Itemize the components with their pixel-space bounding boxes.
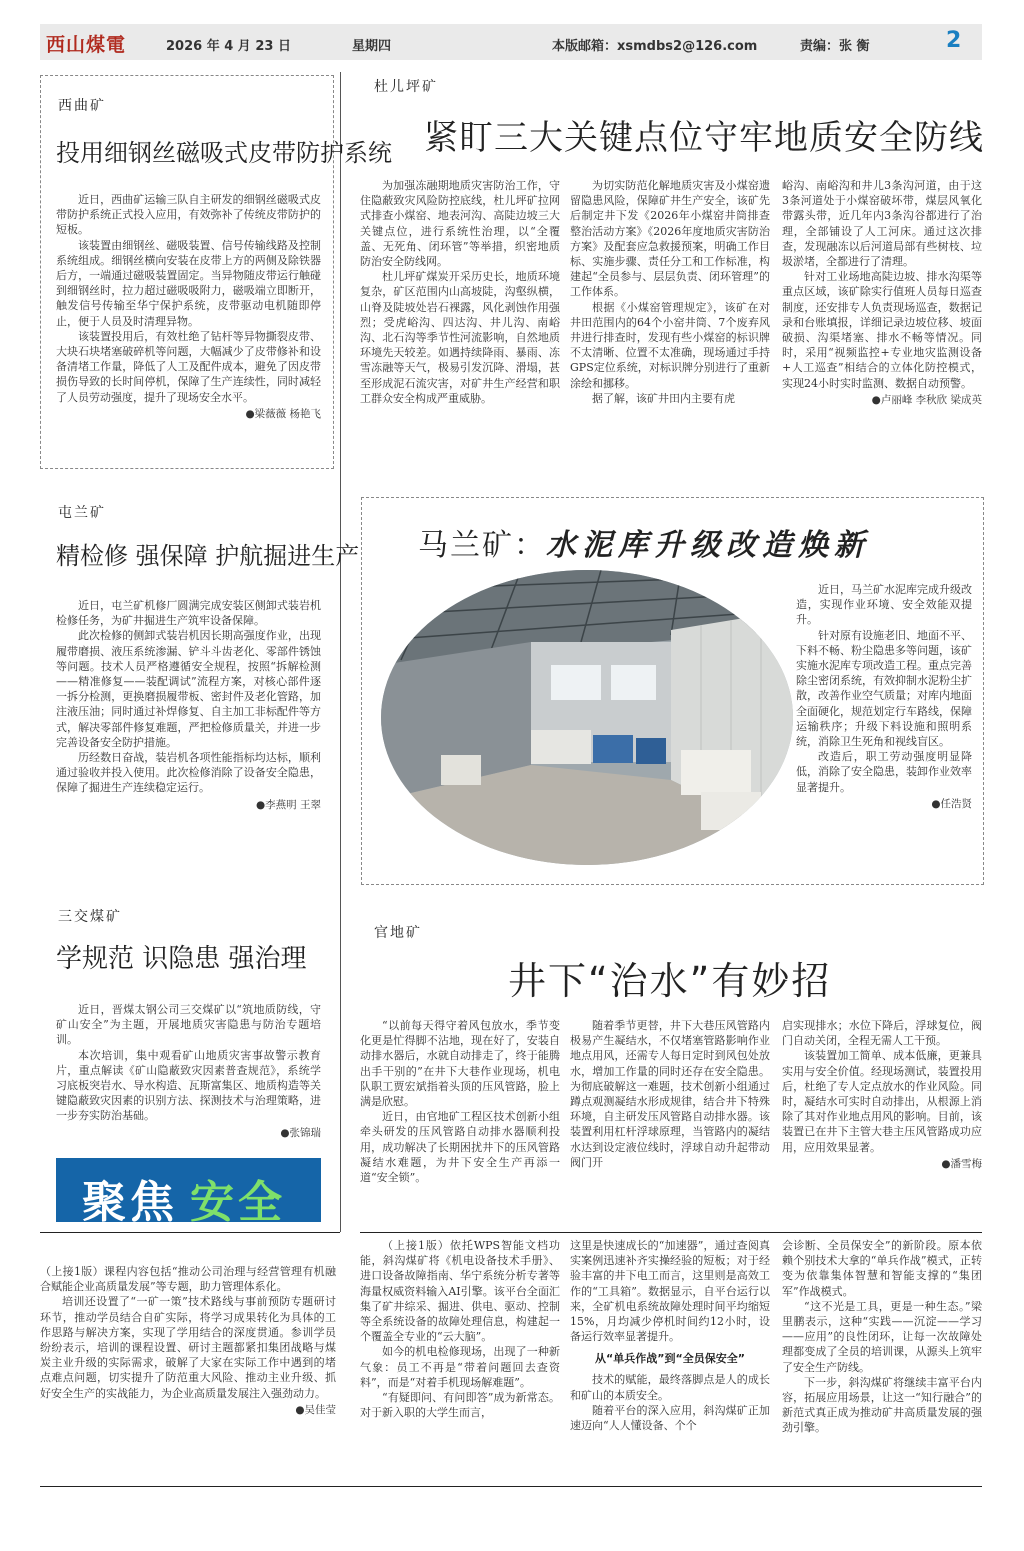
dueping-column-3 [782,178,982,407]
malan-paragraph: 近日，马兰矿水泥库完成升级改造，实现作业环境、安全效能双提升。 [796,583,972,627]
guandi-headline: 井下“治水”有妙招 [508,959,832,1003]
dueping-paragraph: 根据《小煤窑管理规定》，该矿在对井田范围内的64个小窑井筒、7个废弃风井进行排查时，发现有些小煤窑的标识牌不太清晰、位置不太准确，现场通过手持GPS定位系统，对标识牌分别进行了重新涂绘和挪移。 [570,300,770,390]
continued-right-column-2 [570,1238,770,1433]
malan-headline [418,520,870,564]
continued-right-paragraph: 这里是快速成长的“加速器”，通过查阅真实案例迅速补齐实操经验的短板；对于经验丰富的井下电工而言，这里则是高效工作的“工具箱”。数据显示，自平台运行以来，全矿机电系统故障处理时间平均缩短15%，月均减少停机时间约12小时，设备运行效率显著提升。 [570,1239,770,1344]
newspaper-logo: 西山煤電 [46,34,127,56]
weekday: 星期四 [352,39,392,54]
sanjiao-mine-label: 三交煤矿 [58,909,122,925]
dueping-headline: 紧盯三大关键点位守牢地质安全防线 [424,118,984,158]
malan-byline: ●任浩贤 [931,797,972,810]
warehouse-illustration [381,570,793,865]
footer-rule [40,1486,982,1487]
page-number: 2 [946,28,962,53]
guandi-paragraph: “以前每天得守着风包放水，季节变化更是忙得脚不沾地，现在好了，安装自动排水器后，水就自动排走了，终于能腾出手干别的”在井下大巷作业现场，机电队职工贾宏斌指着头顶的压风管路，脸上满是欣慰。 [360,1019,560,1109]
xiqu-paragraph: 该装置由细钢丝、磁吸装置、信号传输线路及控制系统组成。细钢丝横向安装在皮带上方的两侧及除铁器后方，一端通过磁吸装置固定。当异物随皮带运行触碰到细钢丝时，拉力超过磁吸吸附力，磁吸端立即断开，触发信号传输至华宁保护系统，皮带驱动电机随即停止，便于人员及时清理异物。 [56,238,321,328]
guandi-column-2 [570,1018,770,1170]
column-divider [340,72,341,1232]
xiqu-paragraph: 该装置投用后，有效杜绝了钻杆等异物撕裂皮带、大块石块堵塞破碎机等问题，大幅减少了皮带修补和设备清堵工作量，降低了人工及配件成本，避免了因皮带损伤导致的长时间停机，保障了生产连续性，同时减轻了人员劳动强度，提升了现场安全水平。 [56,329,321,404]
warehouse-photo [381,570,793,865]
dueping-paragraph: 杜儿坪矿煤炭开采历史长，地质环境复杂，矿区范围内山高坡陡，沟壑纵横，山脊及陡坡处岩石裸露，风化剥蚀作用强烈；受虎峪沟、四达沟、井儿沟、南峪沟、北石沟等季节性河流影响，自然地质环境先天较差。如遇持续降雨、暴雨、冻雪冻融等天气，极易引发沉降、滑塌，甚至形成泥石流灾害，对矿井生产经营和职工群众安全构成严重威胁。 [360,270,560,405]
dueping-column-2 [570,178,770,406]
page-editor: 责编：张 衡 [800,39,870,54]
sanjiao-paragraph: 近日，晋煤太钢公司三交煤矿以“筑地质防线，守矿山安全”为主题，开展地质灾害隐患与防治专题培训。 [56,1003,321,1047]
continued-left-paragraph: 培训还设置了“一矿一策”技术路线与事前预防专题研讨环节，推动学员结合自矿实际，将学习成果转化为具体的工作思路与解决方案，实现了学用结合的深度贯通。参训学员纷纷表示，培训的课程设置、研讨主题都紧扣集团战略与煤炭主业升级的实际需求，破解了大家在实际工作中遇到的堵点难点问题，切实提升了防范重大风险、推动主业升级、抓好安全生产的实战能力，为企业高质量发展注入强劲动力。 [40,1295,336,1400]
continued-left-body [40,1264,336,1417]
sanjiao-byline: ●张锦瑞 [280,1126,321,1139]
guandi-column-3 [782,1018,982,1171]
page-email: 本版邮箱：xsmdbs2@126.com [552,39,758,54]
guandi-byline: ●潘雪梅 [941,1157,982,1170]
continued-right-paragraph: “这不光是工具，更是一种生态。”梁里鹏表示，这种“实践——沉淀——学习——应用”的良性闭环，让每一次故障处理都变成了全员的培训课，从源头上筑牢了安全生产防线。 [782,1299,982,1374]
focus-safety-banner [56,1158,321,1228]
guandi-paragraph: 随着季节更替，井下大巷压风管路内极易产生凝结水，不仅堵塞管路影响作业地点用风，还需专人每日定时到风包处放水，增加工作量的同时还存在安全隐患。为彻底破解这一难题，技术创新小组通过蹲点观测凝结水形成规律，结合井下特殊环境，自主研发压风管路自动排水器。该装置利用杠杆浮球原理，当管路内的凝结水达到设定液位线时，浮球自动升起带动阀门开 [570,1019,770,1169]
banner-text-part1: 聚焦 [82,1177,178,1228]
continued-left-paragraph: （上接1版）课程内容包括“推动公司治理与经营管理有机融合赋能企业高质量发展”等专题，助力管理体系化。 [40,1265,336,1294]
guandi-paragraph: 启实现排水；水位下降后，浮球复位，阀门自动关闭，全程无需人工干预。 [782,1019,982,1048]
tunlan-headline: 精检修 强保障 护航掘进生产 [56,542,360,570]
dueping-paragraph: 为切实防范化解地质灾害及小煤窑遗留隐患风险，保障矿井生产安全，该矿先后制定井下发《2026年小煤窑井筒排查整治活动方案》《2026年度地质灾害防治方案》及配套应急救援预案，明确工作目标、实施步骤、责任分工和工作标准，构建起“全员参与、层层负责、闭环管理”的工作体系。 [570,179,770,299]
sanjiao-headline: 学规范 识隐患 强治理 [56,944,307,974]
guandi-column-1 [360,1018,560,1185]
malan-body [796,582,972,811]
issue-date: 2026 年 4 月 23 日 [166,39,291,54]
continued-right-subhead: 从“单兵作战”到“全员保安全” [595,1352,745,1366]
xiqu-body [56,192,321,421]
tunlan-mine-label: 屯兰矿 [58,505,106,521]
continued-right-paragraph: 下一步，斜沟煤矿将继续丰富平台内容，拓展应用场景，让这一“知行融合”的新范式真正成为推动矿井高质量发展的强劲引擎。 [782,1375,982,1435]
continued-right-paragraph: 技术的赋能，最终落脚点是人的成长和矿山的本质安全。 [570,1373,770,1402]
dueping-mine-label: 杜儿坪矿 [374,79,438,95]
continued-right-paragraph: 会诊断、全员保安全”的新阶段。原本依赖个别技术大拿的“单兵作战”模式，正转变为依靠集体智慧和智能支撑的“集团军”作战模式。 [782,1239,982,1298]
xiqu-mine-label: 西曲矿 [58,98,106,114]
continued-left-byline: ●吴佳莹 [295,1403,336,1416]
guandi-paragraph: 该装置加工简单、成本低廉，更兼具实用与安全价值。经现场测试，装置投用后，杜绝了专人定点放水的作业风险。同时，凝结水可实时自动排出，从根源上消除了其对作业地点用风的影响。目前，该装置已在井下主管大巷主压风管路成功应用，应用效果显著。 [782,1049,982,1154]
section-divider [360,1232,982,1233]
section-divider [40,1232,340,1233]
malan-headline-prefix: 马兰矿： [418,528,546,563]
xiqu-byline: ●梁薇薇 杨艳飞 [245,407,321,420]
continued-right-paragraph: 随着平台的深入应用，斜沟煤矿正加速迈向“人人懂设备、个个 [570,1403,770,1433]
sanjiao-paragraph: 本次培训，集中观看矿山地质灾害事故警示教育片，重点解读《矿山隐蔽致灾因素普查规范》，系统学习底板突岩水、导水构造、瓦斯富集区、地质构造等关键隐蔽致灾因素的识别方法、探测技术与治理策略，进一步夯实防治基础。 [56,1048,321,1123]
guandi-paragraph: 近日，由官地矿工程区技术创新小组牵头研发的压风管路自动排水器顺利投用，成功解决了长期困扰井下的压风管路凝结水难题，为井下安全生产再添一道“安全锁”。 [360,1110,560,1185]
tunlan-paragraph: 此次检修的侧卸式装岩机因长期高强度作业，出现履带磨损、液压系统渗漏、铲斗斗齿老化、零部件锈蚀等问题。技术人员严格遵循安全规程，按照“拆解检测——精准修复——装配调试”流程方案，对核心部件逐一拆分检测，更换磨损履带板、密封件及老化管路，加注液压油；同时通过补焊修复、自主加工非标配件等方式，解决零部件修复难题，严把检修质量关，并进一步完善设备安全防护措施。 [56,629,321,749]
continued-right-column-3 [782,1238,982,1436]
continued-right-column-1 [360,1238,560,1420]
dueping-paragraph: 针对工业场地高陡边坡、排水沟渠等重点区域，该矿除实行值班人员每日巡查制度，还安排专人负责现场巡查，数据记录和台账填报，详细记录边坡位移、坡面破损、沟渠堵塞、排水不畅等情况。同时，采用“视频监控+专业地灾监测设备+人工巡查”相结合的立体化防控模式，实现24小时实时监测、数据自动预警。 [782,270,982,390]
xiqu-paragraph: 近日，西曲矿运输三队自主研发的细钢丝磁吸式皮带防护系统正式投入应用，有效弥补了传统皮带防护的短板。 [56,193,321,237]
malan-paragraph: 针对原有设施老旧、地面不平、下料不畅、粉尘隐患多等问题，该矿实施水泥库专项改造工程。重点完善除尘密闭系统，有效抑制水泥粉尘扩散，改善作业空气质量；对库内地面全面硬化，规范划定行车路线，保障运输秩序；升级下料设施和照明系统，消除卫生死角和视线盲区。 [796,628,972,749]
continued-right-paragraph: （上接1版）依托WPS智能文档功能，斜沟煤矿将《机电设备技术手册》、进口设备故障指南、华宁系统分析专著等海量权威资料输入AI引擎。该平台全面汇集了矿井综采、掘进、供电、驱动、控制等全系统设备的故障处理信息，构建起一个覆盖全专业的“云大脑”。 [360,1239,560,1344]
dueping-column-1 [360,178,560,406]
guandi-mine-label: 官地矿 [374,925,422,941]
malan-headline-main: 水泥库升级改造焕新 [546,528,870,563]
tunlan-body [56,598,321,812]
xiqu-headline: 投用细钢丝磁吸式皮带防护系统 [56,139,392,167]
malan-paragraph: 改造后，职工劳动强度明显降低，消除了安全隐患，装卸作业效率显著提升。 [796,750,972,794]
sanjiao-body [56,1002,321,1140]
dueping-paragraph: 据了解，该矿井田内主要有虎 [592,391,735,405]
continued-right-paragraph: 如今的机电检修现场，出现了一种新气象：员工不再是“带着问题回去查资料”，而是“对着手机现场解难题”。 [360,1345,560,1389]
tunlan-paragraph: 历经数日奋战，装岩机各项性能指标均达标，顺利通过验收并投入使用。此次检修消除了设备安全隐患，保障了掘进生产连续稳定运行。 [56,751,321,795]
continued-right-paragraph: “有疑即问、有问即答”成为新常态。对于新入职的大学生而言， [360,1391,560,1420]
dueping-paragraph: 为加强冻融期地质灾害防治工作，守住隐蔽致灾风险防控底线，杜儿坪矿拉网式排查小煤窑、地表河沟、高陡边坡三大关键点位，进行系统性治理，以“全覆盖、无死角、闭环管”等举措，织密地质防治安全防线网。 [360,179,560,269]
dueping-byline: ●卢丽峰 李秋欣 梁成英 [871,393,982,406]
banner-text-part2: 安全 [190,1177,286,1228]
tunlan-byline: ●李燕明 王翠 [256,798,321,811]
dueping-paragraph: 峪沟、南峪沟和井儿3条沟河道，由于这3条河道处于小煤窑破坏带，煤层风氧化带露头带，近几年内3条沟谷都进行了治理，全部铺设了人工河床。通过这次排查，发现融冻以后河道局部有些树枝、垃圾淤堵，全都进行了清理。 [782,179,982,269]
tunlan-paragraph: 近日，屯兰矿机修厂圆满完成安装区侧卸式装岩机检修任务，为矿井掘进生产筑牢设备保障。 [56,599,321,628]
